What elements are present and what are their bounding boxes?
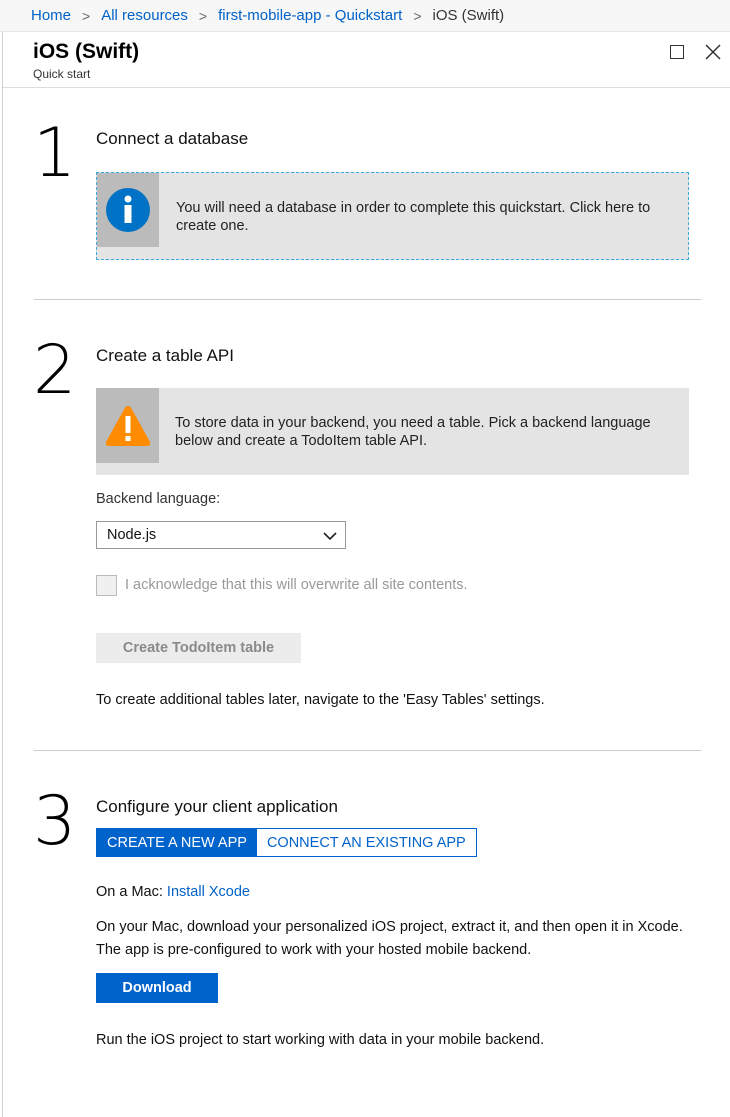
breadcrumb-current: iOS (Swift): [432, 7, 505, 24]
acknowledge-label: I acknowledge that this will overwrite all site contents.: [125, 577, 468, 593]
table-warning-banner: [96, 388, 689, 475]
warning-icon-cell: [96, 388, 159, 463]
connect-database-banner[interactable]: [96, 172, 689, 260]
app-type-tabs: [96, 828, 477, 857]
step-3-number: 3: [33, 782, 77, 861]
maximize-button[interactable]: [666, 42, 688, 64]
maximize-icon: [670, 45, 684, 59]
info-icon-cell: [97, 173, 159, 247]
step-2-title: Create a table API: [96, 346, 234, 365]
backend-language-label: Backend language:: [96, 491, 221, 507]
download-button[interactable]: Download: [96, 973, 218, 1003]
breadcrumb-separator: >: [82, 7, 91, 24]
mac-prefix: On a Mac:: [96, 884, 167, 900]
create-todoitem-table-button[interactable]: Create TodoItem table: [96, 633, 301, 663]
breadcrumb-quickstart[interactable]: first-mobile-app - Quickstart: [218, 7, 403, 24]
page-title: iOS (Swift): [33, 40, 140, 63]
step-2-number: 2: [33, 331, 77, 410]
info-icon: [105, 187, 151, 233]
warning-message: To store data in your backend, you need a table. Pick a backend language below and create a TodoItem table API.: [175, 415, 651, 449]
acknowledge-checkbox[interactable]: [96, 575, 117, 596]
tab-connect-existing-app[interactable]: CONNECT AN EXISTING APP: [257, 829, 476, 856]
step-1-title: Connect a database: [96, 129, 249, 148]
easy-tables-note: To create additional tables later, navigate to the 'Easy Tables' settings.: [96, 692, 545, 708]
mac-requirement: [96, 881, 696, 904]
run-project-note: Run the iOS project to start working with data in your mobile backend.: [96, 1032, 545, 1048]
close-icon: [702, 42, 724, 64]
download-instructions: On your Mac, download your personalized iOS project, extract it, and then open it in Xcode. The app is pre-configured to work with your hosted mobile backend.: [96, 919, 683, 958]
warning-icon: [104, 404, 152, 448]
backend-language-value: Node.js: [107, 527, 157, 543]
breadcrumb: [0, 0, 730, 32]
backend-language-select[interactable]: [96, 521, 346, 549]
close-button[interactable]: [702, 42, 724, 64]
section-divider: [34, 299, 701, 300]
install-xcode-link[interactable]: Install Xcode: [166, 884, 250, 900]
step-1-number: 1: [33, 114, 77, 193]
breadcrumb-home[interactable]: Home: [31, 7, 72, 24]
breadcrumb-separator: >: [413, 7, 422, 24]
breadcrumb-all-resources[interactable]: All resources: [101, 7, 188, 24]
page-subtitle: Quick start: [33, 67, 91, 81]
step-3-title: Configure your client application: [96, 797, 338, 816]
tab-create-new-app[interactable]: CREATE A NEW APP: [97, 829, 257, 856]
info-message: You will need a database in order to complete this quickstart. Click here to create one.: [176, 200, 651, 234]
section-divider: [34, 750, 701, 751]
blade-header: [3, 32, 730, 88]
quickstart-blade: [2, 32, 730, 1117]
chevron-down-icon: [323, 529, 337, 543]
breadcrumb-separator: >: [198, 7, 208, 24]
